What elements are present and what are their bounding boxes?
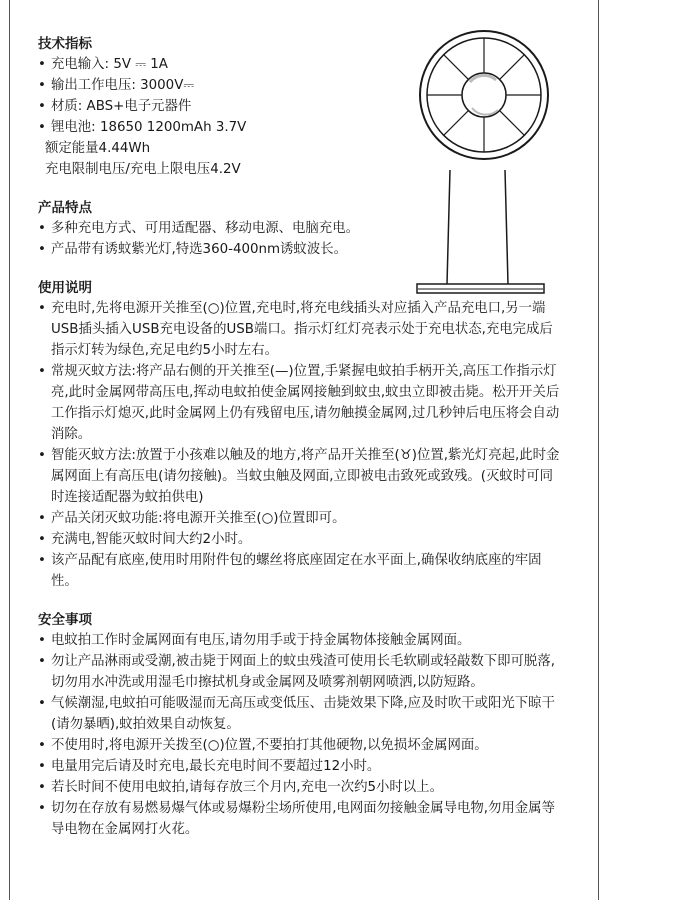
product-illustration — [410, 30, 560, 300]
usage-item: • 充电时,先将电源开关推至(○)位置,充电时,将充电线插头对应插入产品充电口,另一端USB插头插入USB充电设备的USB端口。指示灯红灯亮表示处于充电状态,充电完成后指示灯转为绿色,充足电约5小时左右。 — [38, 298, 566, 361]
usage-item: • 智能灭蚊方法:放置于小孩难以触及的地方,将产品开关推至(♉)位置,紫光灯亮起,此时金属网面上有高压电(请勿接触)。当蚊虫触及网面,立即被电击致死或致残。(灭蚊时可同时连接适配器为蚊拍供电) — [38, 445, 566, 508]
safety-item: • 不使用时,将电源开关拨至(○)位置,不要拍打其他硬物,以免损坏金属网面。 — [38, 735, 566, 756]
safety-item: • 气候潮湿,电蚊拍可能吸湿而无高压或变低压、击毙效果下降,应及时吹干或阳光下晾干(请勿暴晒),蚊拍效果自动恢复。 — [38, 693, 566, 735]
safety-item: • 切勿在存放有易燃易爆气体或易爆粉尘场所使用,电网面勿接触金属导电物,勿用金属等导电物在金属网打火花。 — [38, 798, 566, 840]
page-border-left — [9, 0, 10, 900]
usage-item: • 该产品配有底座,使用时用附件包的螺丝将底座固定在水平面上,确保收纳底座的牢固性。 — [38, 550, 566, 592]
safety-item: • 电蚊拍工作时金属网面有电压,请勿用手或于持金属物体接触金属网面。 — [38, 630, 566, 651]
spec-line: 额定能量4.44Wh — [45, 141, 151, 156]
usage-item: • 充满电,智能灭蚊时间大约2小时。 — [38, 529, 566, 550]
racket-base — [417, 284, 544, 293]
usage-item: • 常规灭蚊方法:将产品右侧的开关推至(—)位置,手紧握电蚊拍手柄开关,高压工作指示灯亮,此时金属网带高压电,挥动电蚊拍使金属网接触到蚊虫,蚊虫立即被击毙。松开开关后工作指示灯熄灭,此时金属网上仍有残留电压,请勿触摸金属网,过几秒钟后电压将会自动消除。 — [38, 361, 566, 445]
features-title: 产品特点 — [38, 200, 92, 216]
spec-title: 技术指标 — [38, 36, 92, 52]
features-item: • 多种充电方式、可用适配器、移动电源、电脑充电。 — [38, 218, 566, 239]
racket-head — [420, 31, 548, 159]
racket-handle — [447, 170, 508, 284]
spec-line: • 充电输入: 5V ⎓ 1A — [38, 54, 578, 75]
spec-line: • 锂电池: 18650 1200mAh 3.7V — [38, 117, 578, 138]
page-border-right — [598, 0, 599, 900]
usage-item: • 产品关闭灭蚊功能:将电源开关推至(○)位置即可。 — [38, 508, 566, 529]
spec-line: • 材质: ABS+电子元器件 — [38, 96, 578, 117]
safety-item: • 勿让产品淋雨或受潮,被击毙于网面上的蚊虫残渣可使用长毛软刷或轻敲数下即可脱落,切勿用水冲洗或用湿毛巾擦拭机身或金属网及喷雾剂朝网喷洒,以防短路。 — [38, 651, 566, 693]
usage-title: 使用说明 — [38, 280, 92, 296]
safety-list — [38, 630, 566, 840]
safety-title: 安全事项 — [38, 612, 92, 628]
features-item: • 产品带有诱蚊紫光灯,特选360-400nm诱蚊波长。 — [38, 239, 566, 260]
usage-list — [38, 298, 566, 592]
spec-line: 充电限制电压/充电上限电压4.2V — [45, 162, 241, 177]
spec-line: • 输出工作电压: 3000V⎓ — [38, 75, 578, 96]
safety-item: • 若长时间不使用电蚊拍,请每存放三个月内,充电一次约5小时以上。 — [38, 777, 566, 798]
safety-item: • 电量用完后请及时充电,最长充电时间不要超过12小时。 — [38, 756, 566, 777]
